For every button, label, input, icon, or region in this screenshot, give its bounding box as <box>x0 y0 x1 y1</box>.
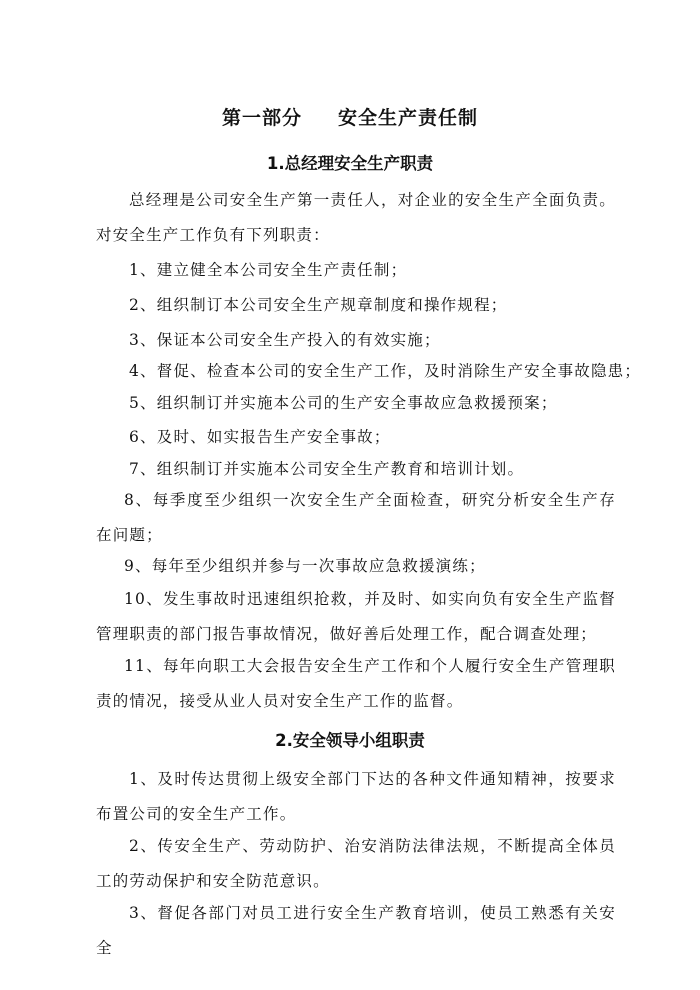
section1-item-1: 1、建立健全本公司安全生产责任制； <box>129 261 408 279</box>
section2-heading: 2.安全领导小组职责 <box>275 731 425 750</box>
section1-item-9: 9、每年至少组织并参与一次事故应急救援演练； <box>124 557 486 575</box>
section1-item-11: 11、每年向职工大会报告安全生产工作和个人履行安全生产管理职责的情况，接受从业人员对安全生产工作的监督。 <box>96 657 616 710</box>
section1-item-6: 6、及时、如实报告生产安全事故； <box>129 428 391 446</box>
section1-item-2: 2、组织制订本公司安全生产规章制度和操作规程； <box>129 296 508 314</box>
section1-item-4: 4、督促、检查本公司的安全生产工作，及时消除生产安全事故隐患； <box>129 362 642 380</box>
section1-item-7: 7、组织制订并实施本公司安全生产教育和培训计划。 <box>129 460 525 478</box>
section2-item-2: 2、传安全生产、劳动防护、治安消防法律法规，不断提高全体员工的劳动保护和安全防范意识。 <box>96 837 616 890</box>
section1-item-10: 10、发生事故时迅速组织抢救，并及时、如实向负有安全生产监督管理职责的部门报告事故情况，做好善后处理工作，配合调查处理； <box>96 590 616 643</box>
section1-heading: 1.总经理安全生产职责 <box>266 154 434 173</box>
section1-intro: 总经理是公司安全生产第一责任人，对企业的安全生产全面负责。对安全生产工作负有下列职责： <box>96 191 616 244</box>
document-title <box>0 103 700 130</box>
section2-item-3: 3、督促各部门对员工进行安全生产教育培训，使员工熟悉有关安全 <box>96 904 616 957</box>
section1-item-3: 3、保证本公司安全生产投入的有效实施； <box>129 331 441 349</box>
section1-item-5: 5、组织制订并实施本公司的生产安全事故应急救援预案； <box>129 394 558 412</box>
title-part: 第一部分 <box>221 107 302 129</box>
title-name: 安全生产责任制 <box>338 107 479 129</box>
section2-item-1: 1、及时传达贯彻上级安全部门下达的各种文件通知精神，按要求布置公司的安全生产工作。 <box>96 770 616 823</box>
section1-item-8: 8、每季度至少组织一次安全生产全面检查，研究分析安全生产存在问题； <box>96 491 616 544</box>
